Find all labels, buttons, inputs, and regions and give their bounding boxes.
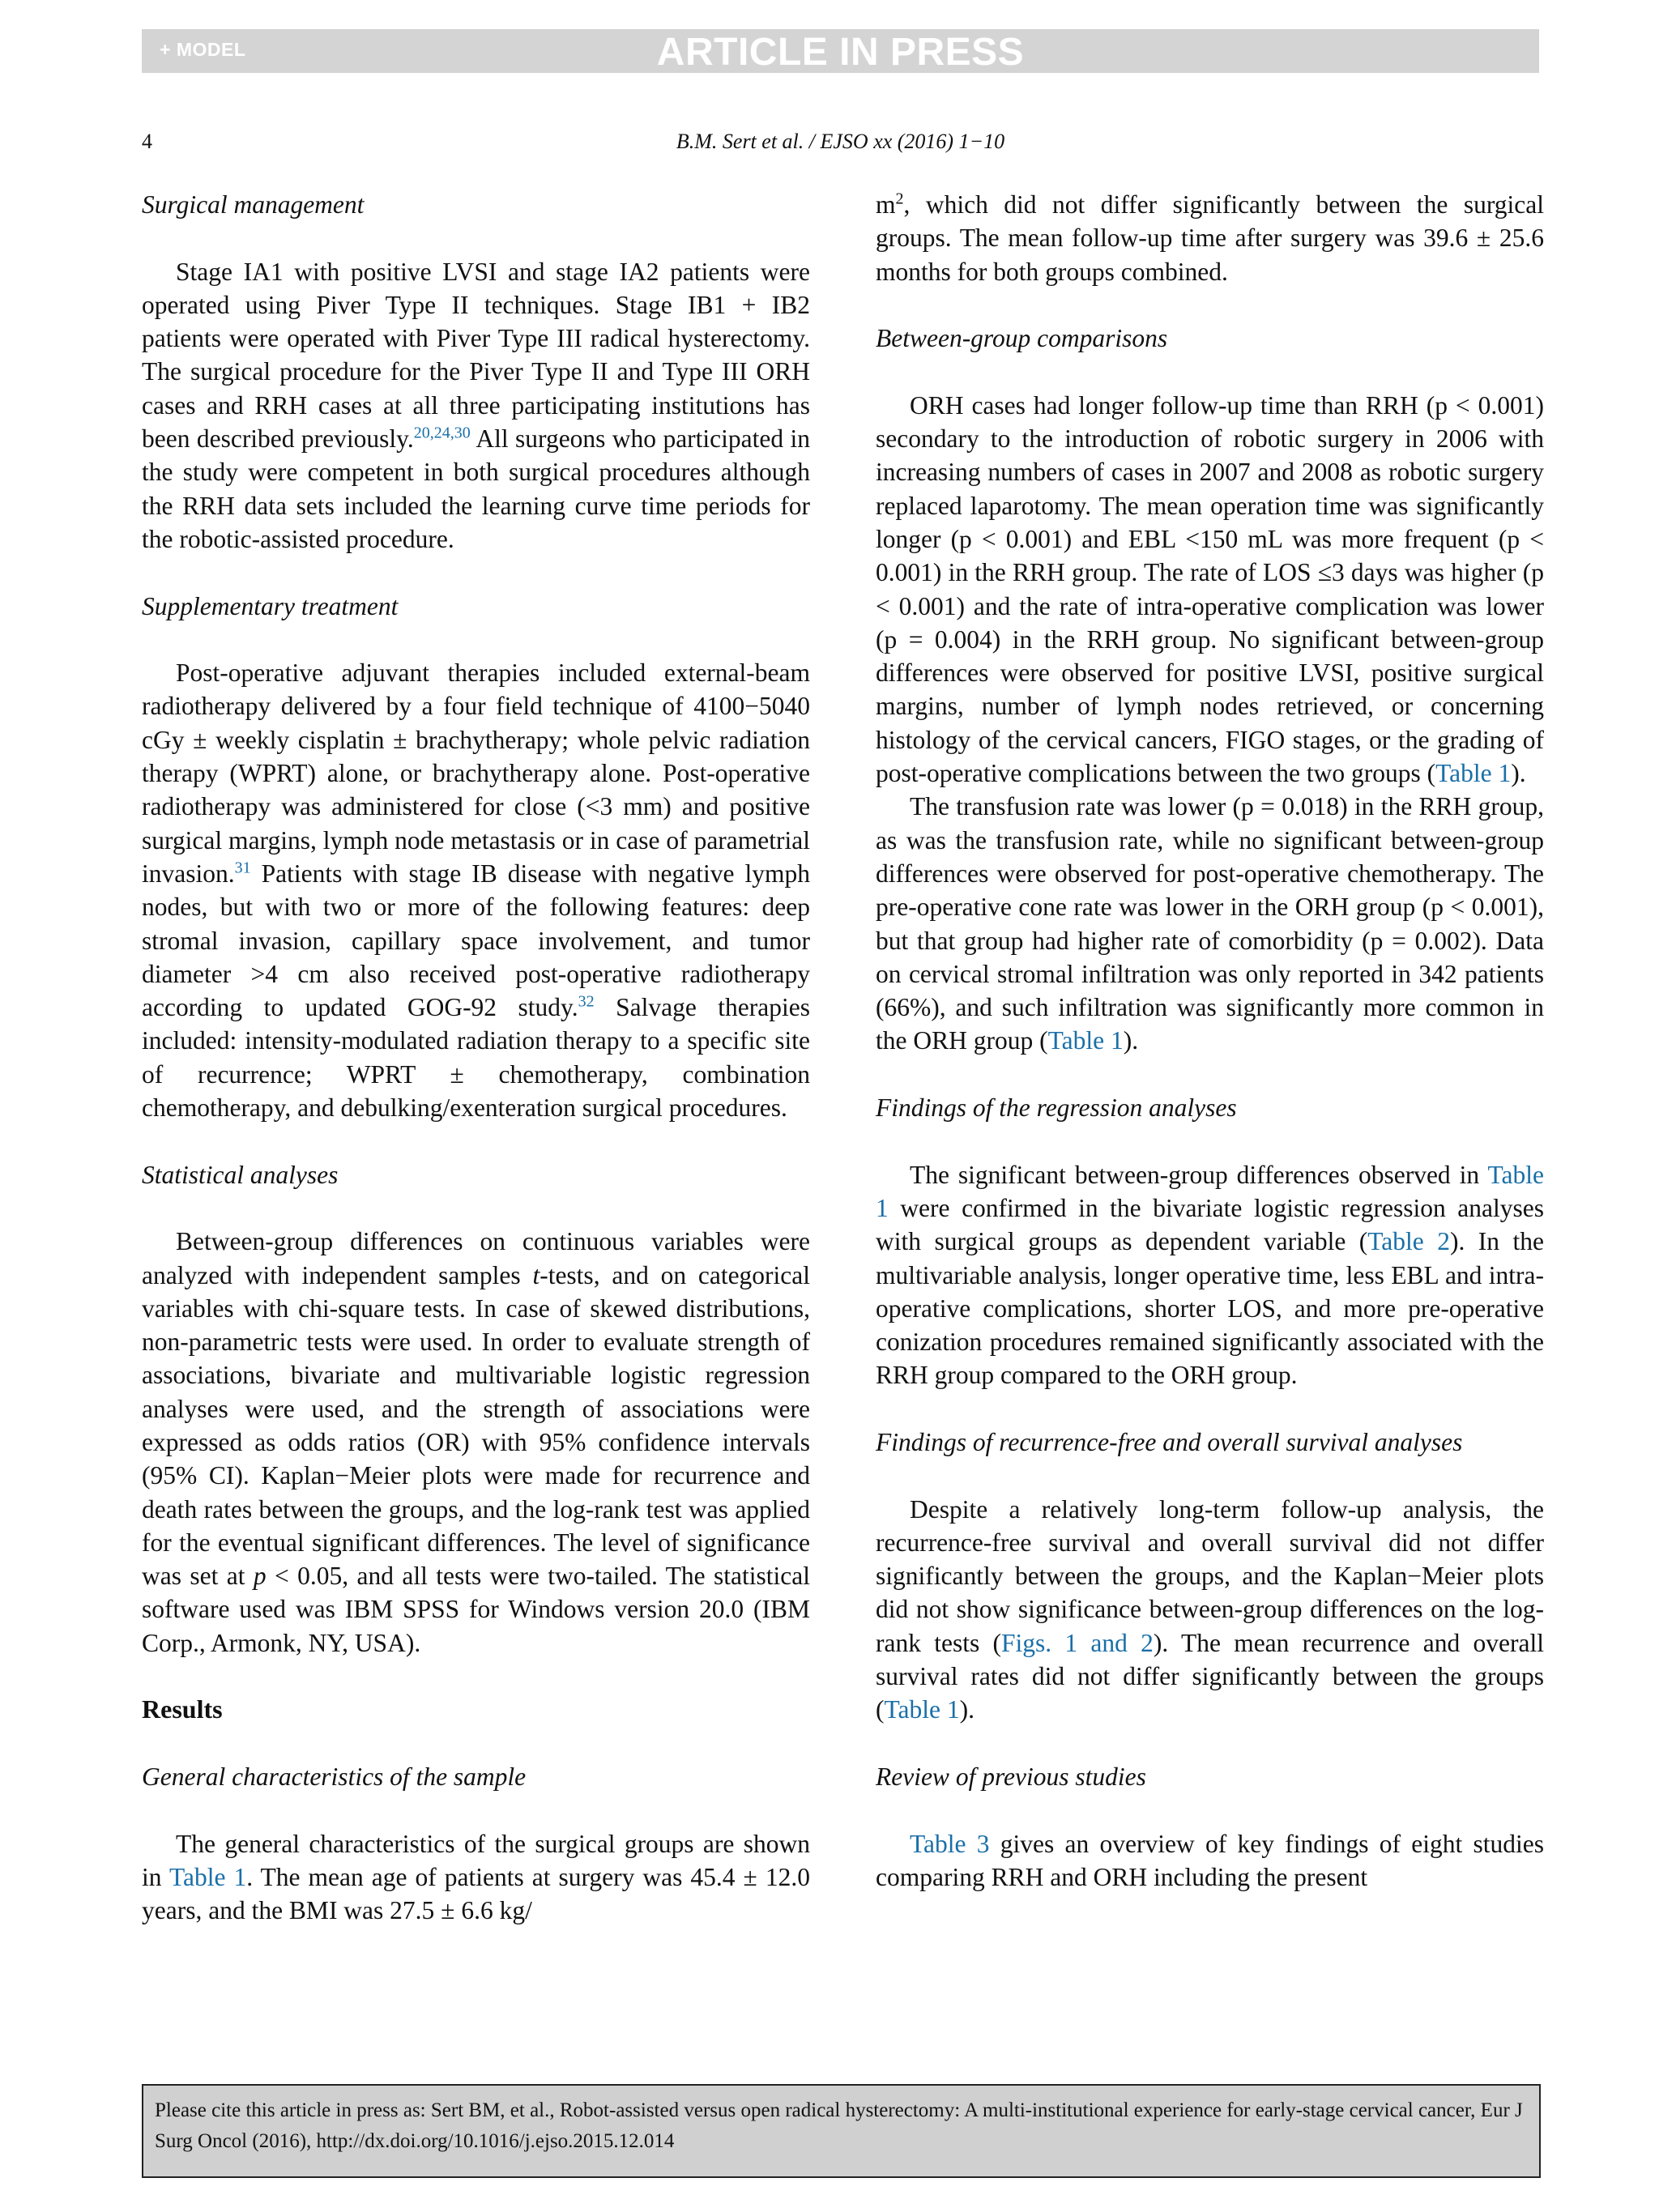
table-2-link[interactable]: Table 2 <box>1367 1227 1450 1256</box>
running-head: B.M. Sert et al. / EJSO xx (2016) 1−10 <box>676 130 1005 153</box>
heading-between-group: Between-group comparisons <box>876 324 1168 353</box>
model-label: + MODEL <box>160 39 246 60</box>
heading-general-characteristics: General characteristics of the sample <box>142 1762 527 1791</box>
paragraph-between-1: ORH cases had longer follow-up time than RRH (p < 0.001) secondary to the introduction of robotic surgery in 2006 with increasing numbers of cases in 2007 and 2008 as robotic surgery replaced laparotomy. The mean operation time was significantly longer (p < 0.001) and EBL <150 mL was more frequent (p < 0.001) in the RRH group. The rate of LOS ≤3 days was higher (p < 0.001) and the rate of intra-operative complication was lower (p = 0.004) in the RRH group. No significant between-group differences were observed for positive LVSI, positive surgical margins, number of lymph nodes retrieved, or concerning histology of the cervical cancers, FIGO stages, or the grading of post-operative complications between the two groups (Table 1). <box>876 390 1544 788</box>
heading-recurrence: Findings of recurrence-free and overall survival analyses <box>876 1427 1463 1456</box>
table-3-link[interactable]: Table 3 <box>910 1829 990 1858</box>
heading-regression: Findings of the regression analyses <box>876 1093 1237 1123</box>
citation-text[interactable]: Please cite this article in press as: Sert BM, et al., Robot-assisted versus open radical hysterectomy: A multi-institutional experience for early-stage cervical cancer, Eur J Surg Oncol (2016), http://dx.doi.org/10.1016/j.ejso.2015.12.014 <box>155 2099 1523 2152</box>
paragraph-surgical: Stage IA1 with positive LVSI and stage IA2 patients were operated using Piver Type II techniques. Stage IB1 + IB2 patients were operated with Piver Type III radical hysterectomy. The surgical procedure for the Piver Type II and Type III ORH cases and RRH cases at all three participating institutions has been described previously.$^{20,24,30}$ All surgeons who participated in the study were competent in both surgical procedures although the RRH data sets included the learning curve time periods for the robotic-assisted procedure. <box>142 257 810 553</box>
heading-surgical-management: Surgical management <box>142 190 365 219</box>
paragraph-continued: $m^2$, which did not differ significantly between the surgical groups. The mean follow-up time after surgery was 39.6 ± 25.6 months for both groups combined. <box>876 190 1544 286</box>
paragraph-general: The general characteristics of the surgical groups are shown in Table 1. The mean age of patients at surgery was 45.4 ± 12.0 years, and the BMI was 27.5 ± 6.6 kg/ <box>142 1829 810 1925</box>
paragraph-between-2: The transfusion rate was lower (p = 0.018) in the RRH group, as was the transfusion rate, while no significant between-group differences were observed for post-operative chemotherapy. The pre-operative cone rate was lower in the ORH group (p < 0.001), but that group had higher rate of comorbidity (p = 0.002). Data on cervical stromal infiltration was only reported in 342 patients (66%), and such infiltration was significantly more common in the ORH group (Table 1). <box>876 792 1544 1055</box>
heading-results: Results <box>142 1694 223 1724</box>
left-column <box>142 188 810 1927</box>
heading-statistical-analyses: Statistical analyses <box>142 1160 339 1189</box>
table-1-link[interactable]: Table 1 <box>876 1160 1544 1222</box>
figures-link[interactable]: Figs. 1 and 2 <box>1000 1628 1154 1657</box>
reference-link[interactable]: 20,24,30 <box>413 424 471 442</box>
reference-link[interactable]: 31 <box>234 859 251 877</box>
table-1-link[interactable]: Table 1 <box>1435 759 1512 788</box>
table-1-link[interactable]: Table 1 <box>1047 1026 1124 1055</box>
reference-link[interactable]: 32 <box>578 992 595 1011</box>
table-1-link[interactable]: Table 1 <box>168 1862 247 1891</box>
paragraph-supplementary: Post-operative adjuvant therapies included external-beam radiotherapy delivered by a four field technique of 4100−5040 cGy ± weekly cisplatin ± brachytherapy; whole pelvic radiation therapy (WPRT) alone, or brachytherapy alone. Post-operative radiotherapy was administered for close (<3 mm) and positive surgical margins, lymph node metastasis or in case of parametrial invasion.$^{31}$ Patients with stage IB disease with negative lymph nodes, but with two or more of the following features: deep stromal invasion, capillary space involvement, and tumor diameter >4 cm also received post-operative radiotherapy according to updated GOG-92 study.$^{32}$ Salvage therapies included: intensity-modulated radiation therapy to a specific site of recurrence; WPRT ± chemotherapy, combination chemotherapy, and debulking/exenteration surgical procedures. <box>142 658 810 1123</box>
page-number: 4 <box>142 130 152 153</box>
table-1-link[interactable]: Table 1 <box>884 1695 960 1724</box>
paragraph-recurrence: Despite a relatively long-term follow-up analysis, the recurrence-free survival and overall survival did not differ significantly between the groups, and the Kaplan−Meier plots did not show significance between-group differences on the log-rank tests (Figs. 1 and 2). The mean recurrence and overall survival rates did not differ significantly between the groups (Table 1). <box>876 1494 1544 1724</box>
article-in-press-banner <box>142 29 1539 73</box>
citation-box <box>142 2084 1541 2178</box>
paragraph-statistical: Between-group differences on continuous variables were analyzed with independent samples t-tests, and on categorical variables with chi-square tests. In case of skewed distributions, non-parametric tests were used. In order to evaluate strength of associations, bivariate and multivariable logistic regression analyses were used, and the strength of associations were expressed as odds ratios (OR) with 95% confidence intervals (95% CI). Kaplan−Meier plots were made for recurrence and death rates between the groups, and the log-rank test was applied for the eventual significant differences. The level of significance was set at p < 0.05, and all tests were two-tailed. The statistical software used was IBM SPSS for Windows version 20.0 (IBM Corp., Armonk, NY, USA). <box>142 1227 811 1657</box>
heading-review: Review of previous studies <box>876 1762 1146 1791</box>
banner-status: ARTICLE IN PRESS <box>656 31 1025 74</box>
right-column <box>876 188 1544 1894</box>
paragraph-review: Table 3 gives an overview of key findings of eight studies comparing RRH and ORH including the present <box>876 1829 1545 1891</box>
paragraph-regression: The significant between-group differences observed in Table 1 were confirmed in the bivariate logistic regression analyses with surgical groups as dependent variable (Table 2). In the multivariable analysis, longer operative time, less EBL and intra-operative complications, shorter LOS, and more pre-operative conization procedures remained significantly associated with the RRH group compared to the ORH group. <box>876 1160 1544 1390</box>
heading-supplementary-treatment: Supplementary treatment <box>142 591 399 620</box>
